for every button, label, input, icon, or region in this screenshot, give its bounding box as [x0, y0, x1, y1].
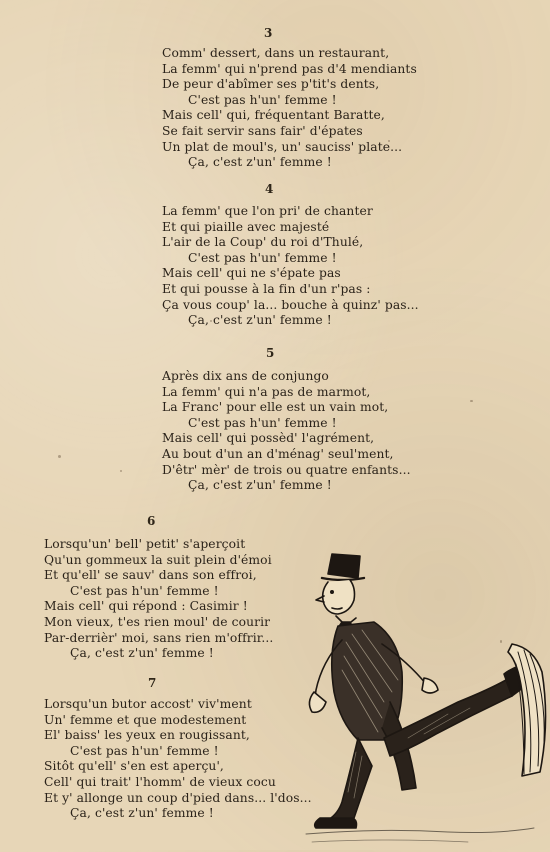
verse-line: Et y' allonge un coup d'pied dans... l'dos...: [44, 790, 312, 805]
refrain-line: C'est pas h'un' femme !: [188, 92, 337, 107]
paper-speck: [120, 470, 122, 472]
verse-line: Mon vieux, t'es rien moul' de courir: [44, 614, 271, 629]
refrain-line: C'est pas h'un' femme !: [188, 250, 337, 265]
verse-line: Par-derrièr' moi, sans rien m'offrir...: [44, 630, 274, 645]
stanza-6: [44, 537, 273, 662]
refrain-line: Ça, c'est z'un' femme !: [70, 646, 214, 661]
refrain-line: Ça, c'est z'un' femme !: [188, 478, 332, 493]
verse-line: L'air de la Coup' du roi d'Thulé,: [162, 235, 364, 250]
refrain-line: Ça, c'est z'un' femme !: [70, 806, 214, 821]
verse-line: Qu'un gommeux la suit plein d'émoi: [44, 552, 272, 567]
verse-line: Au bout d'un an d'ménag' seul'ment,: [162, 446, 394, 461]
stanza-number: 4: [265, 182, 274, 196]
refrain-line: C'est pas h'un' femme !: [70, 743, 219, 758]
stanza-number: 5: [266, 346, 275, 360]
kicking-gentleman-illustration: [298, 552, 550, 852]
verse-line: Après dix ans de conjungo: [162, 369, 329, 383]
verse-line: Lorsqu'un butor accost' viv'ment: [44, 697, 252, 711]
paper-speck: [388, 140, 390, 142]
stanza-number: 3: [264, 26, 273, 40]
verse-line: Sitôt qu'ell' s'en est aperçu',: [44, 759, 224, 774]
verse-line: Mais cell' qui répond : Casimir !: [44, 599, 248, 614]
paper-speck: [58, 455, 61, 458]
verse-line: Ça vous coup' la... bouche à quinz' pas...: [162, 297, 419, 312]
stanza-number: 7: [148, 676, 157, 690]
verse-line: El' baiss' les yeux en rougissant,: [44, 728, 250, 743]
verse-line: Cell' qui trait' l'homm' de vieux cocu: [44, 774, 276, 789]
verse-line: Lorsqu'un' bell' petit' s'aperçoit: [44, 537, 246, 551]
verse-line: Et qu'ell' se sauv' dans son effroi,: [44, 568, 257, 583]
verse-line: La femm' que l'on pri' de chanter: [162, 204, 373, 218]
verse-line: Comm' dessert, dans un restaurant,: [162, 46, 390, 60]
verse-line: De peur d'abîmer ses p'tit's dents,: [162, 77, 380, 92]
stanza-3: [162, 46, 417, 171]
verse-line: Mais cell' qui ne s'épate pas: [162, 266, 341, 281]
paper-speck: [210, 320, 212, 322]
refrain-line: C'est pas h'un' femme !: [70, 583, 219, 598]
verse-line: Mais cell' qui, fréquentant Baratte,: [162, 108, 385, 123]
top-hat-icon: [328, 554, 360, 578]
verse-line: Un' femme et que modestement: [44, 712, 247, 727]
verse-line: Mais cell' qui possèd' l'agrément,: [162, 431, 375, 446]
paper-speck: [470, 400, 473, 402]
stanza-number: 6: [147, 514, 156, 528]
stanza-4: [162, 204, 419, 329]
verse-line: Se fait servir sans fair' d'épates: [162, 123, 363, 138]
paper-speck: [500, 640, 502, 643]
verse-line: Et qui pousse à la fin d'un r'pas :: [162, 281, 371, 296]
verse-line: Un plat de moul's, un' sauciss' plate...: [162, 139, 403, 154]
verse-line: D'êtr' mèr' de trois ou quatre enfants...: [162, 462, 411, 477]
verse-line: Et qui piaille avec majesté: [162, 219, 330, 234]
verse-line: La Franc' pour elle est un vain mot,: [162, 400, 389, 415]
refrain-line: Ça, c'est z'un' femme !: [188, 313, 332, 328]
verse-line: La femm' qui n'prend pas d'4 mendiants: [162, 61, 417, 76]
refrain-line: C'est pas h'un' femme !: [188, 415, 337, 430]
verse-line: La femm' qui n'a pas de marmot,: [162, 384, 371, 399]
refrain-line: Ça, c'est z'un' femme !: [188, 155, 332, 170]
stanza-5: [162, 369, 411, 494]
stanza-7: [44, 697, 312, 822]
